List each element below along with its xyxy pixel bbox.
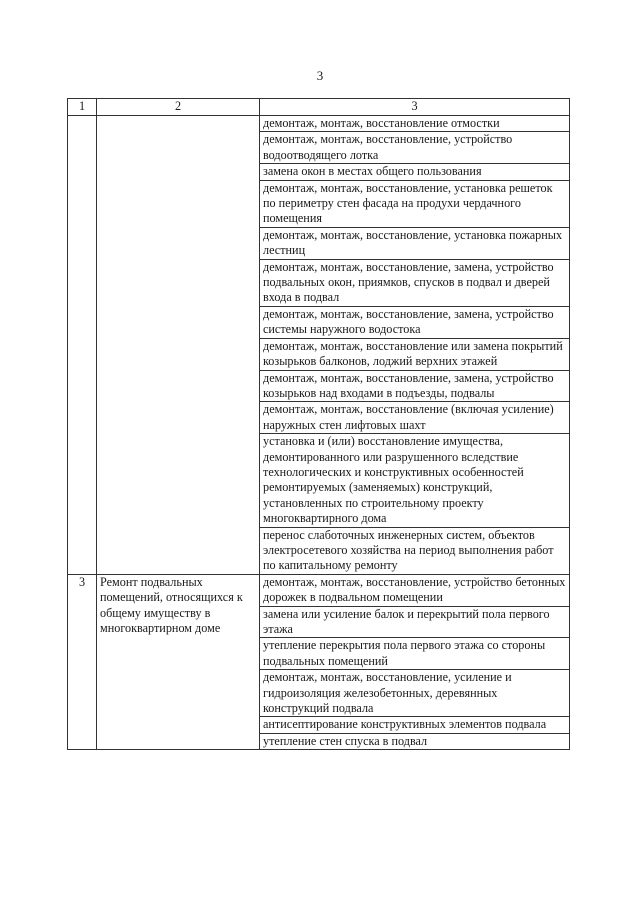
table-row bbox=[68, 574, 570, 606]
header-col-1: 1 bbox=[68, 99, 97, 116]
work-item: утепление перекрытия пола первого этажа со стороны подвальных помещений bbox=[260, 638, 570, 670]
works-table bbox=[67, 98, 570, 750]
work-item: антисептирование конструктивных элементов подвала bbox=[260, 717, 570, 733]
work-item: демонтаж, монтаж, восстановление, усиление и гидроизоляция железобетонных, деревянных конструкций подвала bbox=[260, 670, 570, 717]
work-item: демонтаж, монтаж, восстановление (включая усиление) наружных стен лифтовых шахт bbox=[260, 402, 570, 434]
group-name bbox=[97, 116, 260, 575]
work-item: перенос слаботочных инженерных систем, объектов электросетевого хозяйства на период выполнения работ по капитальному ремонту bbox=[260, 527, 570, 574]
work-item: демонтаж, монтаж, восстановление, установка пожарных лестниц bbox=[260, 227, 570, 259]
work-item: демонтаж, монтаж, восстановление, установка решеток по периметру стен фасада на продухи чердачного помещения bbox=[260, 180, 570, 227]
work-item: демонтаж, монтаж, восстановление, замена, устройство подвальных окон, приямков, спусков в подвал и дверей входа в подвал bbox=[260, 259, 570, 306]
work-item: замена или усиление балок и перекрытий пола первого этажа bbox=[260, 606, 570, 638]
work-item: демонтаж, монтаж, восстановление, замена, устройство козырьков над входами в подъезды, подвалы bbox=[260, 370, 570, 402]
work-item: установка и (или) восстановление имущества, демонтированного или разрушенного вследствие технологических и конструктивных особенностей ремонтируемых (заменяемых) конструкций, установленных по строительному проекту многоквартирного дома bbox=[260, 434, 570, 527]
work-item: демонтаж, монтаж, восстановление, замена, устройство системы наружного водостока bbox=[260, 306, 570, 338]
page-number: 3 bbox=[316, 68, 324, 83]
work-item: утепление стен спуска в подвал bbox=[260, 733, 570, 749]
work-item: демонтаж, монтаж, восстановление отмостки bbox=[260, 116, 570, 132]
group-name: Ремонт подвальных помещений, относящихся к общему имуществу в многоквартирном доме bbox=[97, 574, 260, 749]
group-number: 3 bbox=[68, 574, 97, 749]
header-col-3: 3 bbox=[260, 99, 570, 116]
work-item: демонтаж, монтаж, восстановление, устройство бетонных дорожек в подвальном помещении bbox=[260, 574, 570, 606]
work-item: замена окон в местах общего пользования bbox=[260, 164, 570, 180]
group-number bbox=[68, 116, 97, 575]
header-col-2: 2 bbox=[97, 99, 260, 116]
table-row bbox=[68, 116, 570, 132]
work-item: демонтаж, монтаж, восстановление или замена покрытий козырьков балконов, лоджий верхних этажей bbox=[260, 338, 570, 370]
header-row bbox=[68, 99, 570, 116]
work-item: демонтаж, монтаж, восстановление, устройство водоотводящего лотка bbox=[260, 132, 570, 164]
